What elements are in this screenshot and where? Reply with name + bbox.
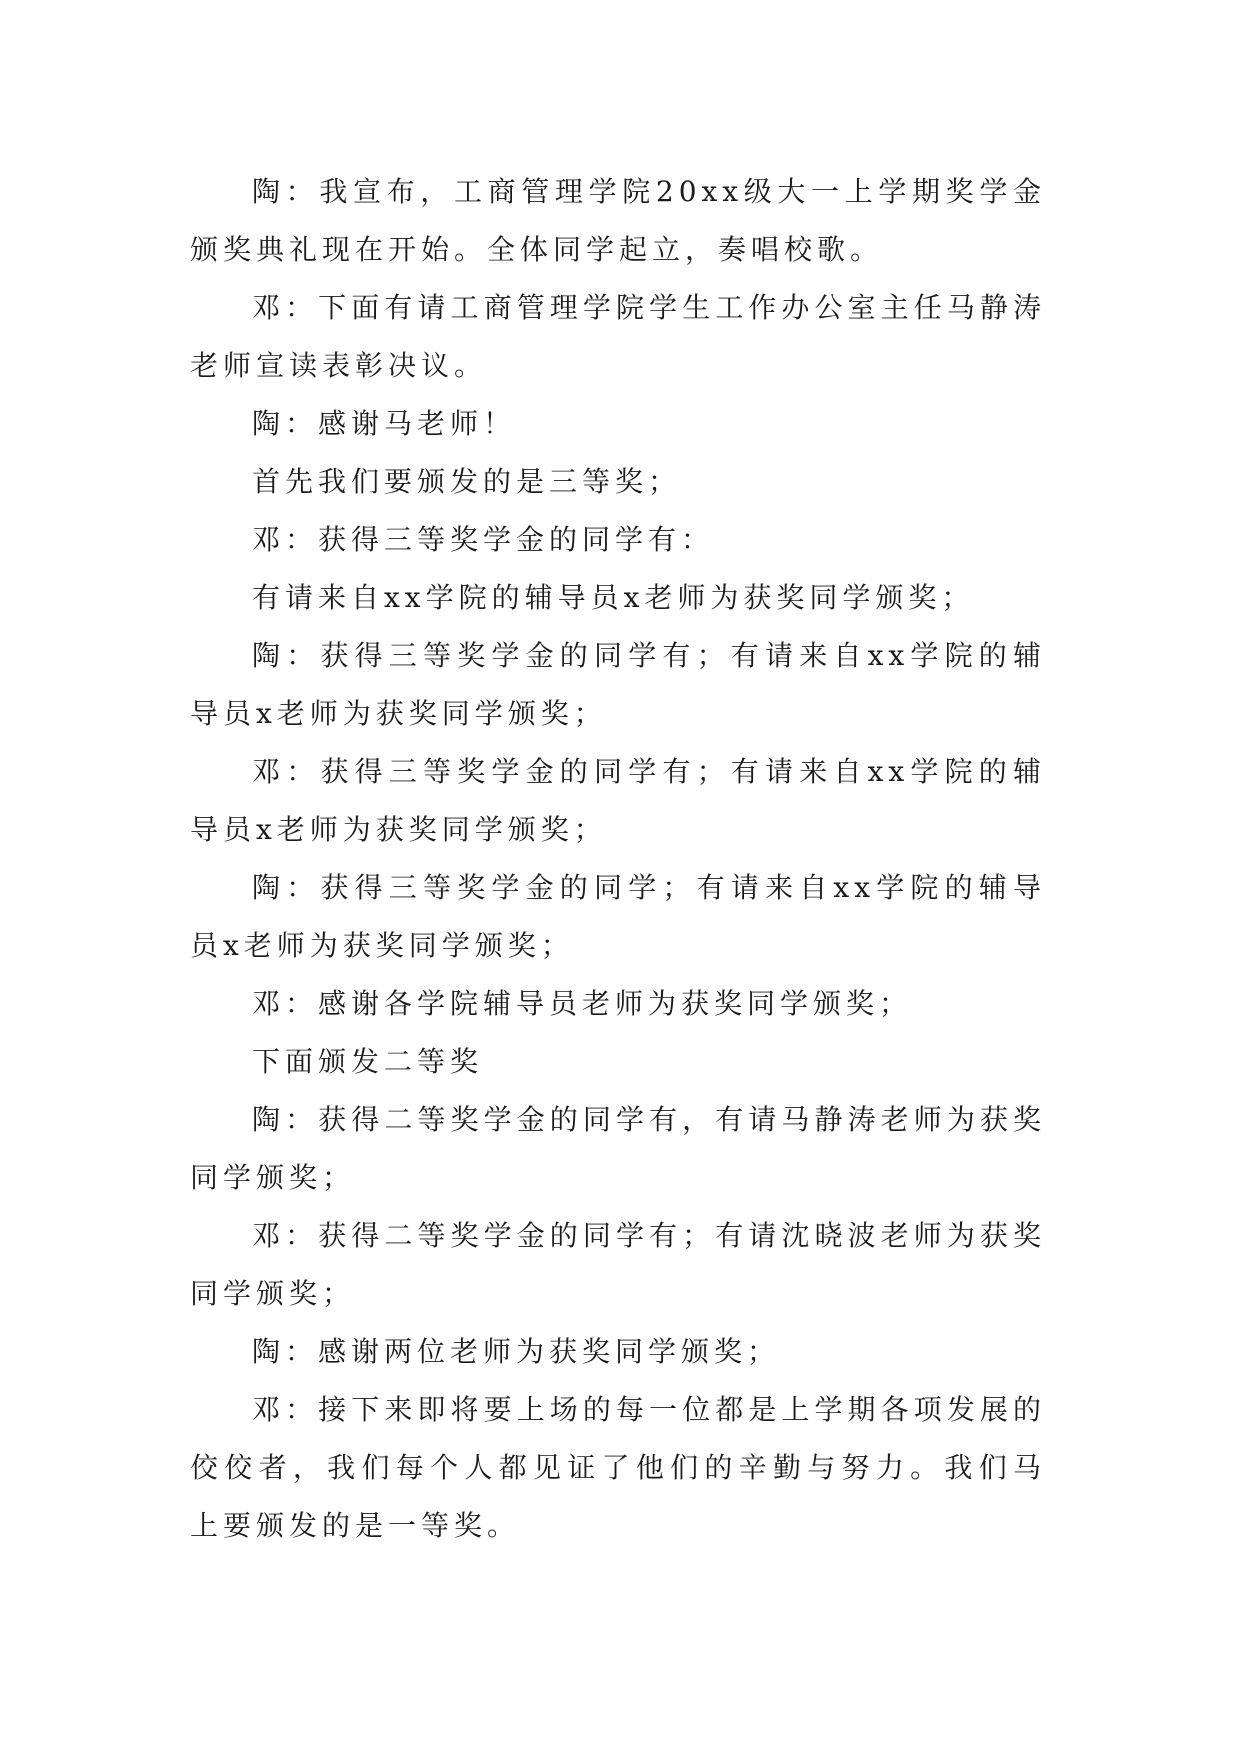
document-body xyxy=(190,163,1046,1555)
paragraph: 陶：感谢马老师！ xyxy=(252,407,517,440)
paragraph: 陶：获得三等奖学金的同学有；有请来自xx学院的辅导员x老师为获奖同学颁奖； xyxy=(190,639,1046,730)
paragraph: 下面颁发二等奖 xyxy=(252,1045,484,1078)
paragraph: 邓：获得三等奖学金的同学有： xyxy=(252,523,715,556)
paragraph: 邓：接下来即将要上场的每一位都是上学期各项发展的佼佼者，我们每个人都见证了他们的辛勤与努力。我们马上要颁发的是一等奖。 xyxy=(190,1393,1046,1542)
paragraph: 邓：获得三等奖学金的同学有；有请来自xx学院的辅导员x老师为获奖同学颁奖； xyxy=(190,755,1046,846)
paragraph: 陶：获得三等奖学金的同学；有请来自xx学院的辅导员x老师为获奖同学颁奖； xyxy=(190,871,1046,962)
paragraph: 邓：感谢各学院辅导员老师为获奖同学颁奖； xyxy=(252,987,913,1020)
paragraph: 邓：获得二等奖学金的同学有；有请沈晓波老师为获奖同学颁奖； xyxy=(190,1219,1046,1310)
paragraph: 陶：获得二等奖学金的同学有，有请马静涛老师为获奖同学颁奖； xyxy=(190,1103,1046,1194)
paragraph: 首先我们要颁发的是三等奖； xyxy=(252,465,682,498)
paragraph: 有请来自xx学院的辅导员x老师为获奖同学颁奖； xyxy=(252,581,975,614)
paragraph: 陶：我宣布，工商管理学院20xx级大一上学期奖学金颁奖典礼现在开始。全体同学起立，奏唱校歌。 xyxy=(190,175,1046,266)
paragraph: 陶：感谢两位老师为获奖同学颁奖； xyxy=(252,1335,781,1368)
paragraph: 邓：下面有请工商管理学院学生工作办公室主任马静涛老师宣读表彰决议。 xyxy=(190,291,1046,382)
